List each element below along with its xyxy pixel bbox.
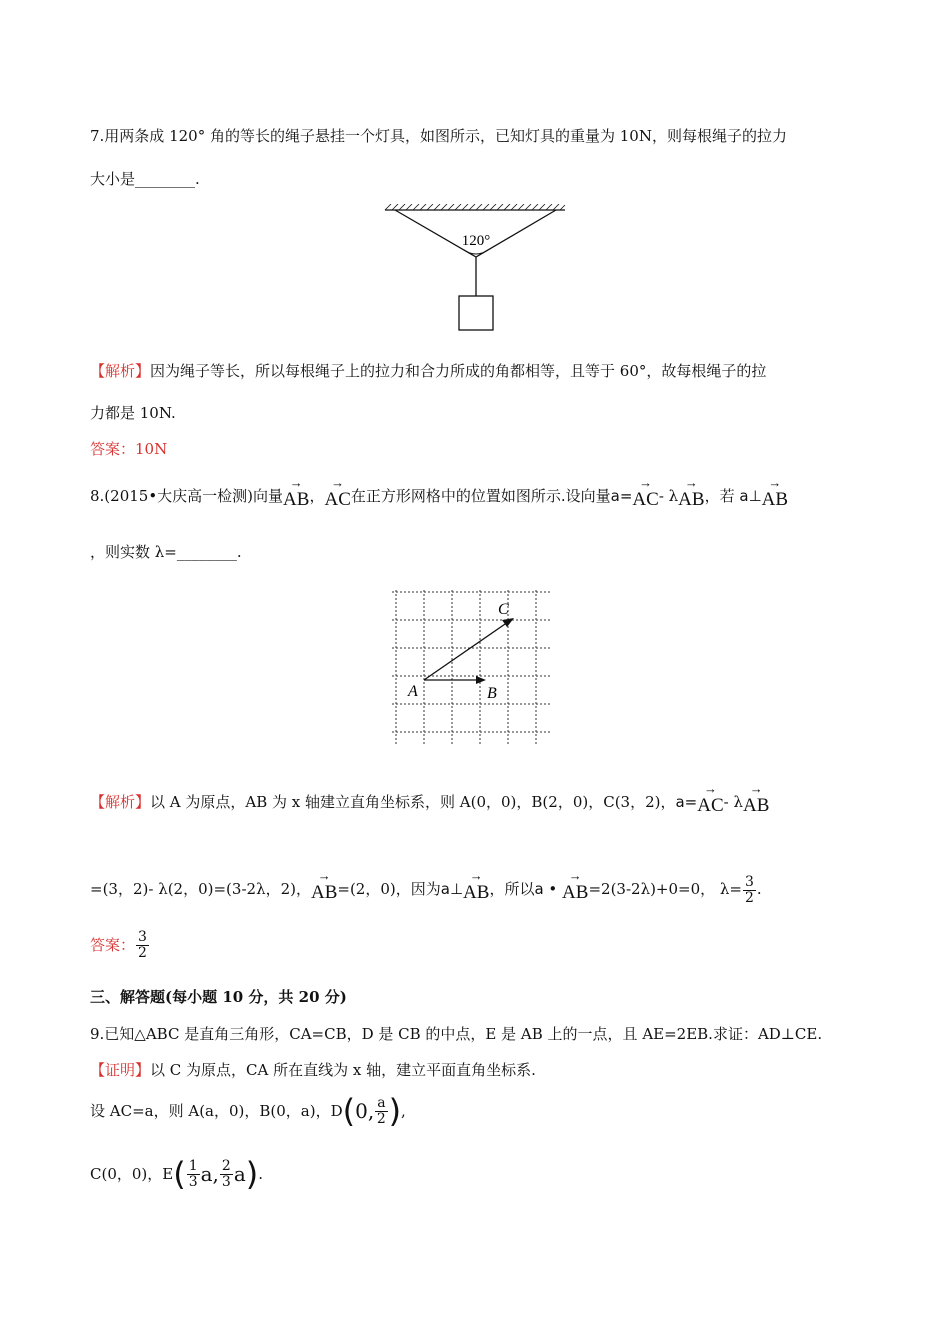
comma: ， [309, 487, 325, 505]
analysis-result: =2(3-2λ)+0=0， λ= [588, 880, 742, 899]
lamp-figure [380, 204, 570, 334]
vector-ab: → AB [463, 868, 490, 904]
answer-fraction: $\frac{3}{2}$ [138, 929, 147, 961]
d-zero: 0, [355, 1099, 375, 1123]
analysis-a-dot: a • [534, 880, 558, 899]
vector-ab: → AB [283, 475, 310, 510]
q7-analysis-line1 [90, 362, 766, 380]
q9-text: 9.已知△ABC 是直角三角形，CA=CB，D 是 CB 的中点，E 是 AB 上的一点，且 AE=2EB.求证：AD⊥CE. [90, 1025, 823, 1043]
analysis-minus-lambda: - λ [723, 793, 743, 811]
q9-proof [90, 1061, 536, 1079]
q8-line1 [90, 475, 789, 512]
vector-ac: → AC [697, 781, 724, 816]
proof-text: 以 C 为原点，CA 所在直线为 x 轴，建立平面直角坐标系. [150, 1061, 536, 1079]
proof-tag: 【证明】 [90, 1061, 151, 1079]
q8-analysis-line2 [90, 868, 762, 906]
q9-line3: 设 AC=a，则 A(a，0)，B(0，a)，D(0, $\frac{a}{2}$ ), [90, 1092, 406, 1130]
q8-analysis-line1 [90, 781, 770, 818]
analysis-a-perp: a⊥ [440, 880, 464, 899]
vector-ab: → AB [678, 475, 705, 510]
label-a: A [408, 683, 418, 700]
e-fraction-1: $\frac{1}{3}$ [188, 1157, 198, 1190]
analysis-tag: 【解析】 [90, 362, 151, 380]
line4-start: C(0，0)，E [90, 1165, 174, 1183]
lambda-fraction: $\frac{3}{2}$ [745, 874, 754, 906]
q7-analysis-line2: 力都是 10N. [90, 404, 176, 422]
e-a1: a, [200, 1162, 219, 1186]
period: . [756, 880, 762, 899]
vector-ab: → AB [562, 868, 589, 904]
line3-start: 设 AC=a，则 A(a，0)，B(0，a)，D [90, 1102, 343, 1120]
vector-ab: → AB [743, 781, 770, 816]
analysis-so: ，所以 [489, 880, 535, 899]
analysis-text: 因为绳子等长，所以每根绳子上的拉力和合力所成的角都相等，且等于 60°，故每根绳子的拉 [150, 362, 767, 380]
q7-line2: 大小是________. [90, 170, 200, 188]
angle-label: 120° [461, 233, 491, 249]
section-heading: 三、解答题(每小题 10 分，共 20 分) [90, 988, 347, 1006]
period: . [258, 1165, 264, 1183]
q8-line2: ，则实数 λ=________. [90, 543, 242, 561]
minus-lambda: - λ [658, 487, 679, 505]
comma: , [401, 1102, 406, 1120]
if-text: ，若 [704, 487, 735, 505]
q7-line1: 7.用两条成 120° 角的等长的绳子悬挂一个灯具，如图所示，已知灯具的重量为 10N，则每根绳子的拉力 [90, 127, 787, 145]
label-c: C [498, 601, 509, 618]
vector-ac: → AC [324, 475, 351, 510]
vector-ab: → AB [310, 868, 338, 904]
vector-ab: → AB [761, 475, 789, 510]
analysis-a-eq: a= [675, 793, 698, 811]
a-eq: a= [610, 487, 633, 505]
answer-label: 答案： [90, 440, 136, 458]
answer-label: 答案： [90, 936, 136, 955]
analysis-line2-start: =(3，2)- λ(2，0)=(3-2λ，2)， [90, 880, 311, 899]
e-a2: a [233, 1162, 246, 1186]
analysis-text: 以 A 为原点，AB 为 x 轴建立直角坐标系，则 A(0，0)，B(2，0)，C(3，2)， [150, 793, 676, 811]
d-fraction: $\frac{a}{2}$ [376, 1094, 386, 1127]
label-b: B [487, 685, 497, 702]
q8-prefix: 8.(2015•大庆高一检测)向量 [90, 487, 284, 505]
q8-answer [90, 930, 150, 960]
q7-answer [90, 440, 167, 458]
vector-ac: → AC [632, 475, 659, 510]
analysis-tag: 【解析】 [90, 793, 151, 811]
q8-mid-text: 在正方形网格中的位置如图所示.设向量 [350, 487, 611, 505]
a-perp: a⊥ [739, 487, 762, 505]
e-fraction-2: $\frac{2}{3}$ [221, 1157, 231, 1190]
analysis-ab-eq: =(2，0)，因为 [337, 880, 441, 899]
answer-value: 10N [135, 440, 168, 458]
grid-figure [388, 584, 558, 749]
q9-line4: C(0，0)，E( $\frac{1}{3}$ a, $\frac{2}{3}$ a). [90, 1155, 264, 1193]
